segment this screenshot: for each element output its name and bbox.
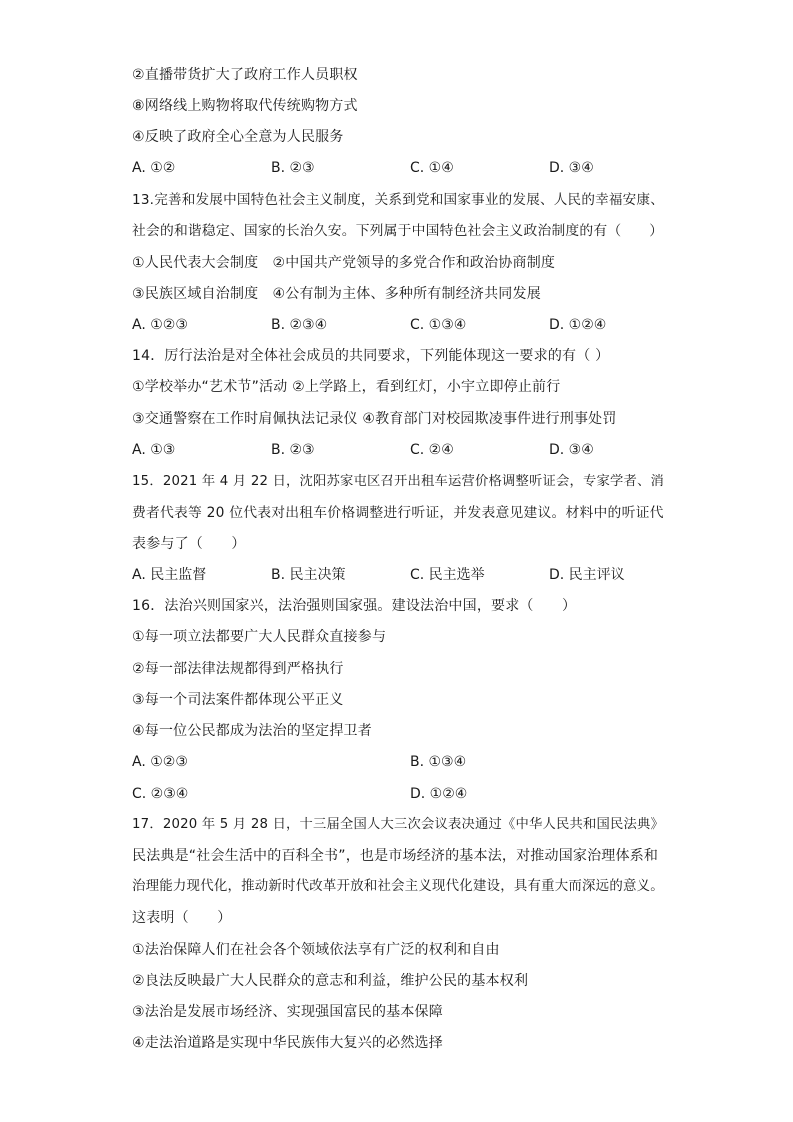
q14-items-line-2: ③交通警察在工作时肩佩执法记录仪 ④教育部门对校园欺凌事件进行刑事处罚 bbox=[132, 411, 617, 427]
q17-stem-line-1: 17．2020 年 5 月 28 日，十三届全国人大三次会议表决通过《中华人民共和国民法典》 bbox=[132, 817, 664, 832]
q16-item-4: ④每一位公民都成为法治的坚定捍卫者 bbox=[132, 723, 372, 739]
q17-stem-line-2: 民法典是“社会生活中的百科全书”，也是市场经济的基本法，对推动国家治理体系和 bbox=[132, 848, 659, 864]
q12-option-d: D. ③④ bbox=[549, 160, 594, 176]
q16-item-2: ②每一部法律法规都得到严格执行 bbox=[132, 661, 344, 677]
q16-option-a: A. ①②③ bbox=[132, 754, 188, 770]
q16-option-b: B. ①③④ bbox=[410, 754, 467, 770]
q13-stem-line-2: 社会的和谐稳定、国家的长治久安。下列属于中国特色社会主义政治制度的有（ ） bbox=[132, 223, 664, 239]
q14-items-line-1: ①学校举办“艺术节”活动 ②上学路上，看到红灯，小宇立即停止前行 bbox=[132, 379, 561, 395]
q17-stem-line-4: 这表明（ ） bbox=[132, 910, 232, 926]
q12-option-a: A. ①② bbox=[132, 160, 176, 176]
q15-option-b: B. 民主决策 bbox=[271, 567, 346, 583]
q15-option-d: D. 民主评议 bbox=[549, 567, 625, 583]
q12-item-4: ④反映了政府全心全意为人民服务 bbox=[132, 129, 344, 145]
q16-item-1: ①每一项立法都要广大人民群众直接参与 bbox=[132, 629, 387, 645]
q17-item-4: ④走法治道路是实现中华民族伟大复兴的必然选择 bbox=[132, 1035, 443, 1051]
q13-option-d: D. ①②④ bbox=[549, 317, 607, 333]
q14-stem: 14．厉行法治是对全体社会成员的共同要求，下列能体现这一要求的有（ ） bbox=[132, 348, 610, 364]
q12-item-2: ②直播带货扩大了政府工作人员职权 bbox=[132, 67, 358, 83]
q14-option-d: D. ③④ bbox=[549, 442, 594, 458]
q12-option-b: B. ②③ bbox=[271, 160, 315, 176]
q14-option-b: B. ②③ bbox=[271, 442, 315, 458]
q13-options bbox=[132, 315, 652, 335]
q13-option-c: C. ①③④ bbox=[410, 317, 467, 333]
q15-stem-line-2: 费者代表等 20 位代表对出租车价格调整进行听证，并发表意见建议。材料中的听证代 bbox=[132, 505, 664, 521]
q13-items-line-1: ①人民代表大会制度 ②中国共产党领导的多党合作和政治协商制度 bbox=[132, 255, 556, 271]
q16-item-3: ③每一个司法案件都体现公平正义 bbox=[132, 692, 344, 708]
q12-item-3: ⑧网络线上购物将取代传统购物方式 bbox=[132, 98, 358, 114]
q15-option-c: C. 民主选举 bbox=[410, 567, 485, 583]
q17-item-1: ①法治保障人们在社会各个领域依法享有广泛的权利和自由 bbox=[132, 942, 500, 958]
q16-option-c: C. ②③④ bbox=[132, 786, 189, 802]
q17-item-2: ②良法反映最广大人民群众的意志和利益，维护公民的基本权利 bbox=[132, 973, 529, 989]
q14-options bbox=[132, 440, 652, 460]
q15-options bbox=[132, 565, 652, 585]
q13-items-line-2: ③民族区域自治制度 ④公有制为主体、多种所有制经济共同发展 bbox=[132, 286, 541, 302]
q13-stem-line-1: 13.完善和发展中国特色社会主义制度，关系到党和国家事业的发展、人民的幸福安康、 bbox=[132, 192, 664, 208]
q16-option-d: D. ①②④ bbox=[410, 786, 468, 802]
q15-stem-line-3: 表参与了（ ） bbox=[132, 536, 246, 552]
q17-stem-line-3: 治理能力现代化，推动新时代改革开放和社会主义现代化建设，具有重大而深远的意义。 bbox=[132, 879, 664, 894]
q12-options bbox=[132, 158, 652, 178]
q17-item-3: ③法治是发展市场经济、实现强国富民的基本保障 bbox=[132, 1004, 443, 1020]
q16-stem: 16．法治兴则国家兴，法治强则国家强。建设法治中国，要求（ ） bbox=[132, 598, 577, 614]
q12-option-c: C. ①④ bbox=[410, 160, 454, 176]
q15-option-a: A. 民主监督 bbox=[132, 567, 207, 583]
q14-option-a: A. ①③ bbox=[132, 442, 176, 458]
q13-option-b: B. ②③④ bbox=[271, 317, 328, 333]
q16-options-row-2 bbox=[132, 784, 652, 804]
q16-options-row-1 bbox=[132, 752, 652, 772]
q13-option-a: A. ①②③ bbox=[132, 317, 188, 333]
q15-stem-line-1: 15．2021 年 4 月 22 日，沈阳苏家屯区召开出租车运营价格调整听证会，专家学者、消 bbox=[132, 474, 664, 489]
q14-option-c: C. ②④ bbox=[410, 442, 454, 458]
